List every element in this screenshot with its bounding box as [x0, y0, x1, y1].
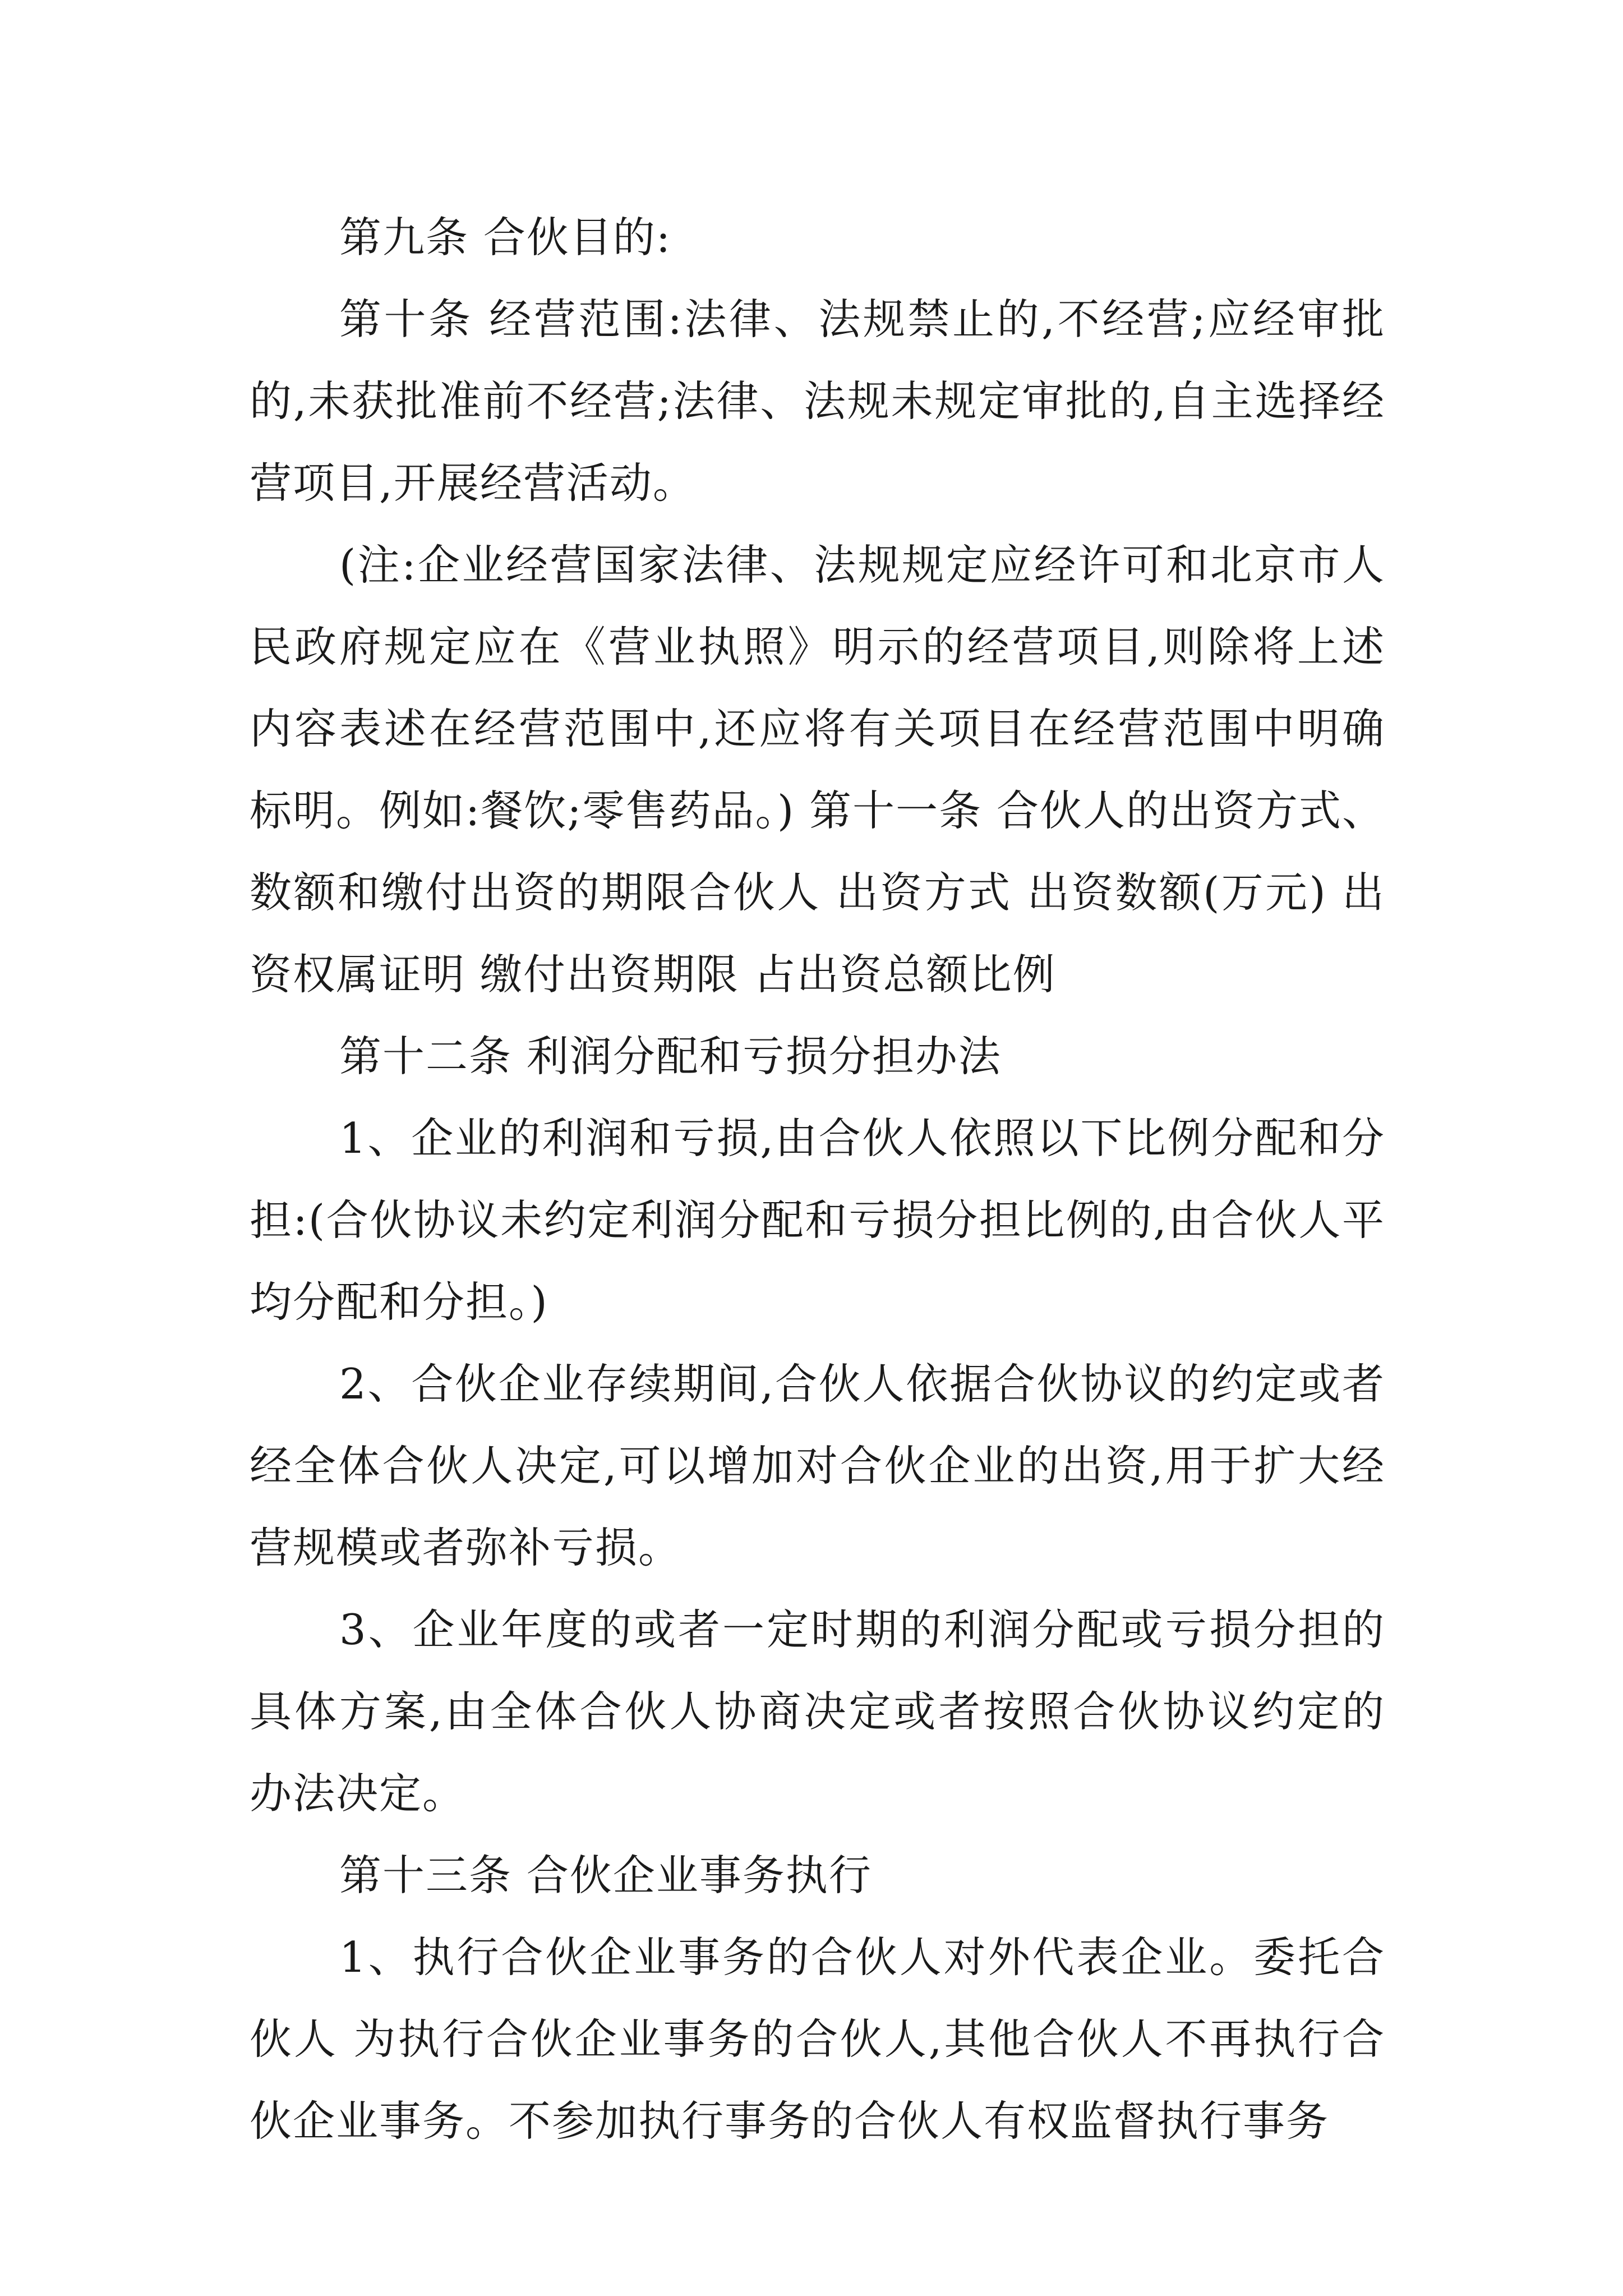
- note-and-article-11-paragraph: (注:企业经营国家法律、法规规定应经许可和北京市人民政府规定应在《营业执照》明示的经营项目,则除将上述内容表述在经营范围中,还应将有关项目在经营范围中明确标明。例如:餐饮;零售药品。) 第十一条 合伙人的出资方式、数额和缴付出资的期限合伙人 出资方式 出资数额(万元) 出资权属证明 缴付出资期限 占出资总额比例: [250, 540, 1385, 999]
- article-13-item-1: 1、执行合伙企业事务的合伙人对外代表企业。委托合伙人 为执行合伙企业事务的合伙人,其他合伙人不再执行合伙企业事务。不参加执行事务的合伙人有权监督执行事务: [250, 1932, 1385, 2146]
- article-12-item-3: 3、企业年度的或者一定时期的利润分配或亏损分担的具体方案,由全体合伙人协商决定或者按照合伙协议约定的办法决定。: [250, 1605, 1385, 1818]
- article-12-heading: 第十二条 利润分配和亏损分担办法: [339, 1032, 1002, 1081]
- article-9-paragraph: 第九条 合伙目的:: [339, 213, 672, 262]
- article-13-heading: 第十三条 合伙企业事务执行: [339, 1851, 872, 1900]
- article-12-item-2: 2、合伙企业存续期间,合伙人依据合伙协议的约定或者经全体合伙人决定,可以增加对合伙企业的出资,用于扩大经营规模或者弥补亏损。: [250, 1359, 1385, 1572]
- article-12-item-1: 1、企业的利润和亏损,由合伙人依照以下比例分配和分担:(合伙协议未约定利润分配和亏损分担比例的,由合伙人平均分配和分担。): [250, 1114, 1385, 1327]
- article-10-paragraph: 第十条 经营范围:法律、法规禁止的,不经营;应经审批的,未获批准前不经营;法律、法规未规定审批的,自主选择经营项目,开展经营活动。: [250, 295, 1385, 508]
- document-body: [250, 196, 1385, 2162]
